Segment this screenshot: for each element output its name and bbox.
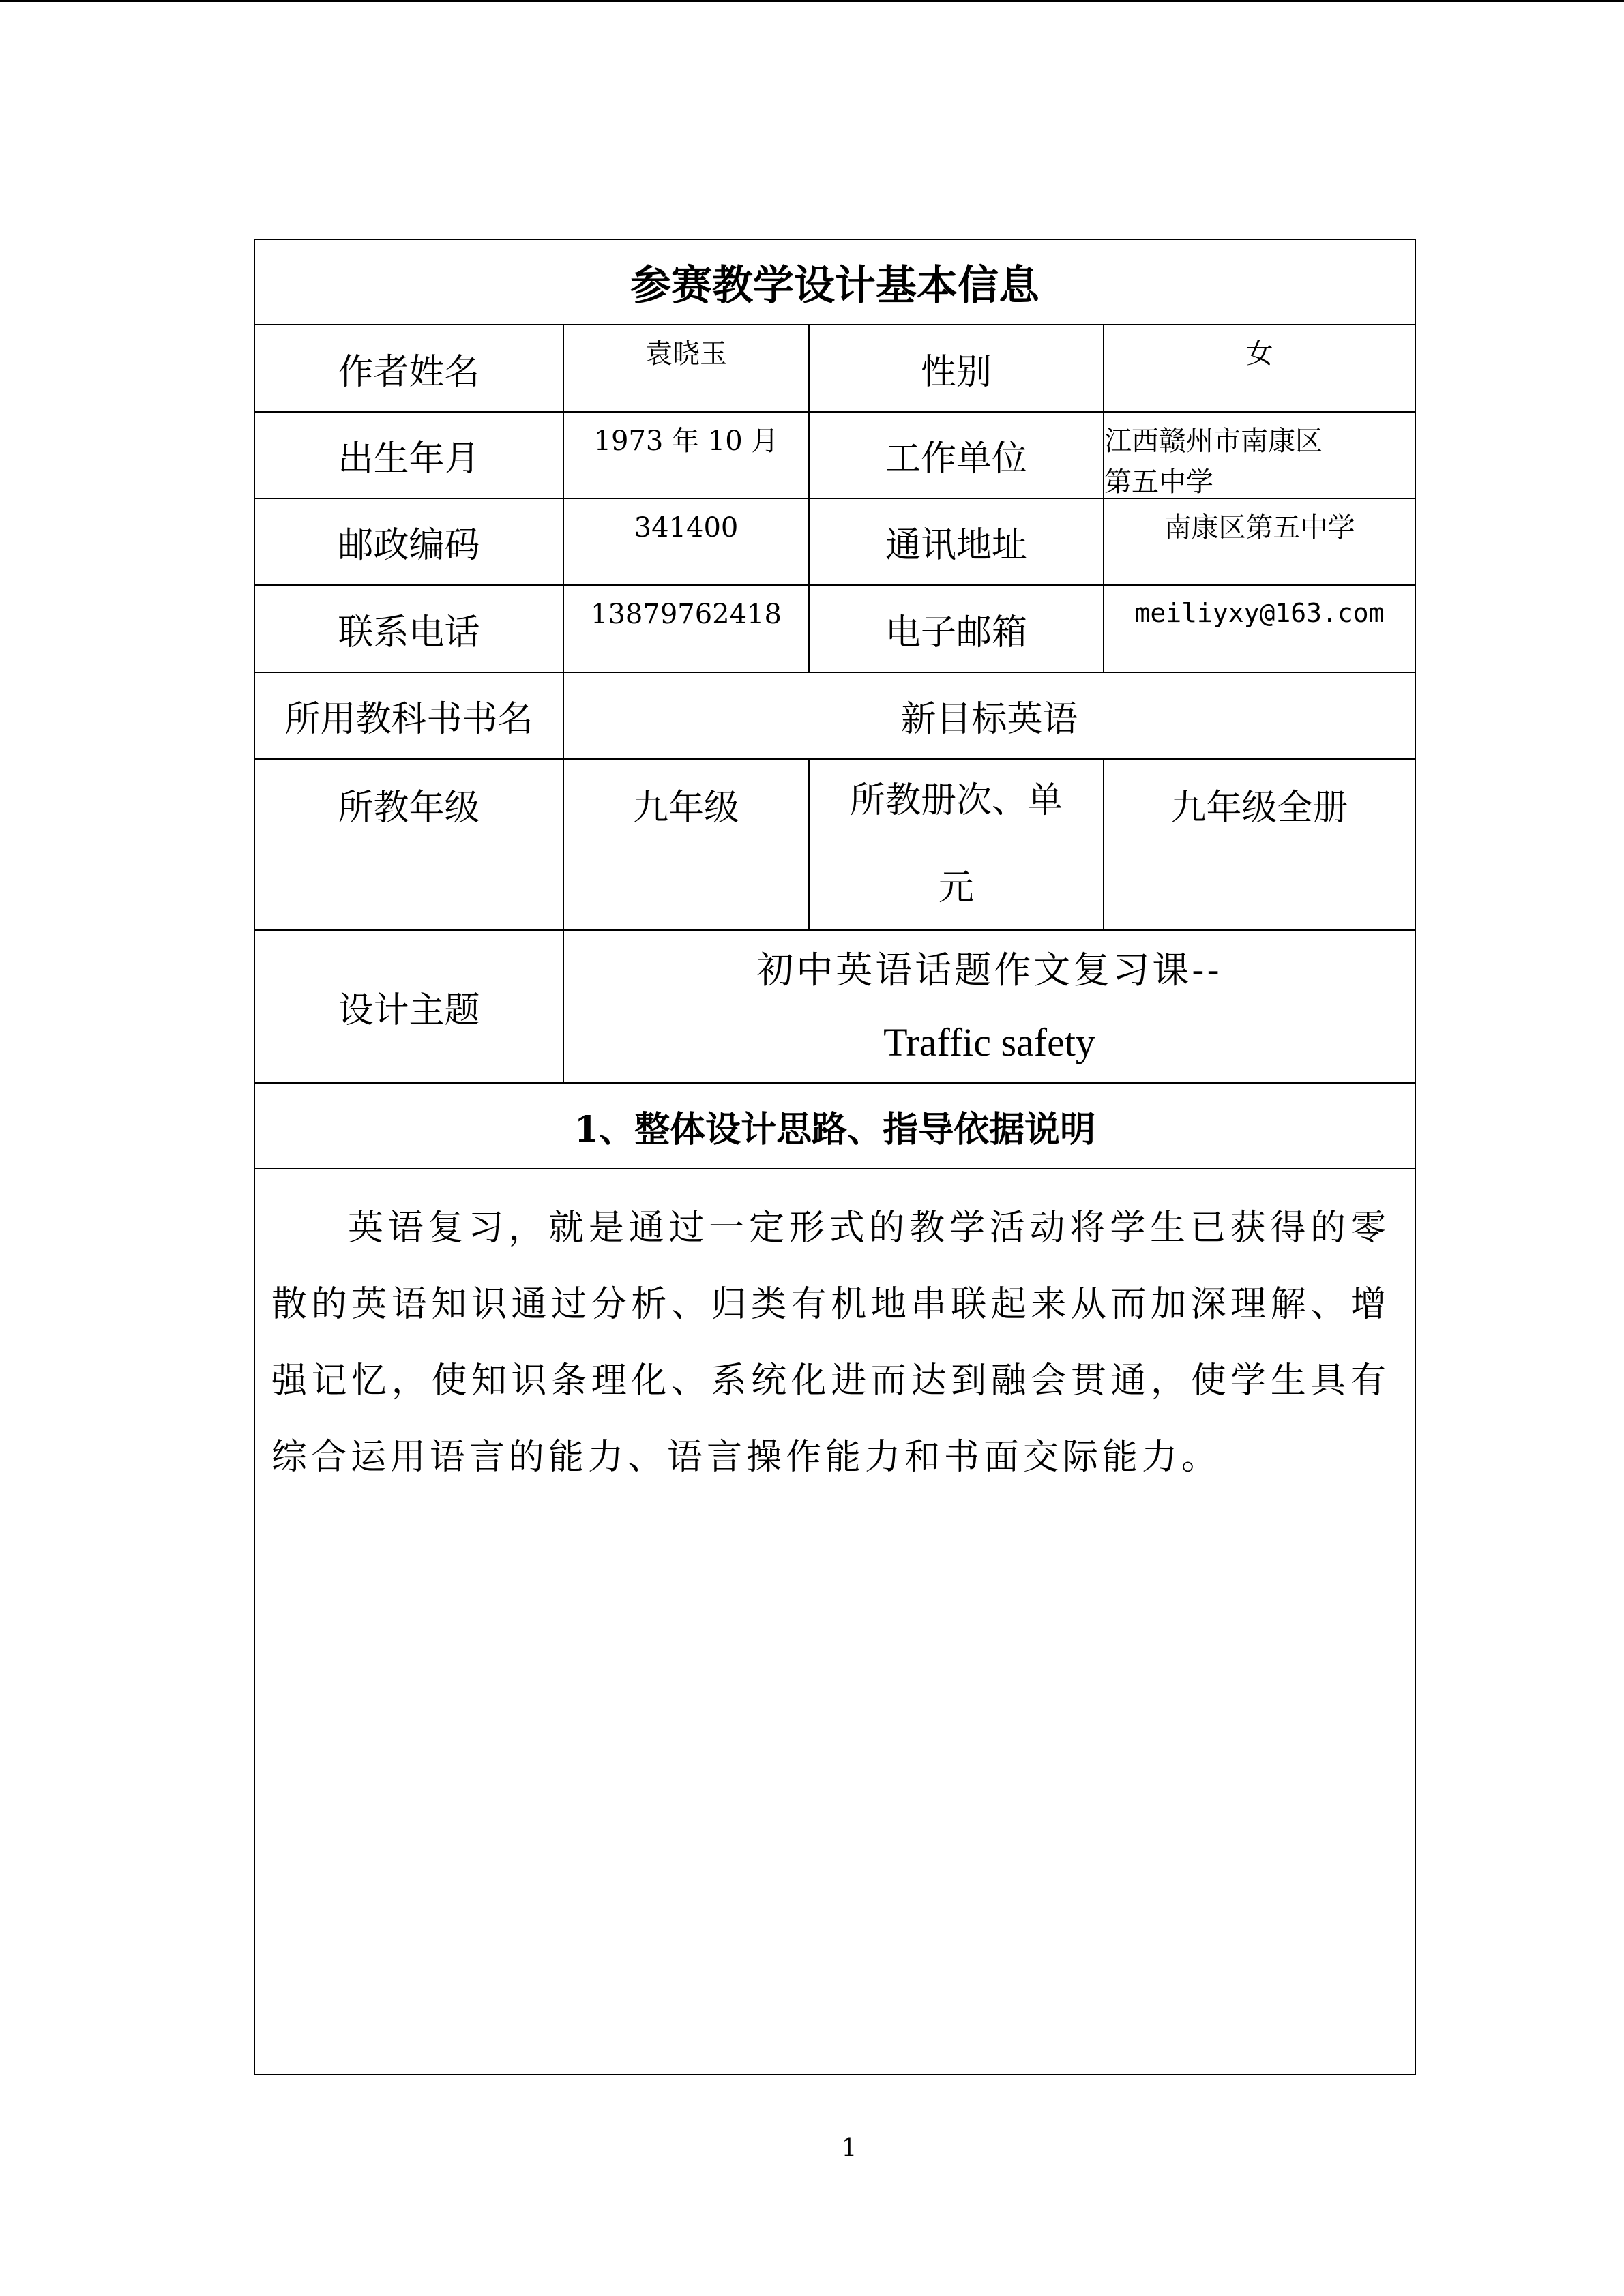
volume-label-line-2: 元 [938, 867, 974, 908]
birth-value: 1973 年 10 月 [593, 426, 779, 457]
address-value: 南康区第五中学 [1164, 512, 1355, 543]
author-label: 作者姓名 [338, 351, 480, 393]
author-value: 袁晓玉 [645, 338, 727, 370]
section-heading: 1、整体设计思路、指导依据说明 [574, 1108, 1096, 1150]
theme-value [564, 931, 1415, 1082]
page-number: 1 [841, 2134, 857, 2162]
phone-label: 联系电话 [338, 612, 480, 653]
email-label: 电子邮箱 [885, 612, 1027, 653]
postcode-label: 邮政编码 [338, 525, 480, 566]
gender-label: 性别 [920, 351, 992, 393]
theme-line-2: Traffic safety [883, 1020, 1095, 1064]
section-paragraph: 英语复习，就是通过一定形式的教学活动将学生已获得的零散的英语知识通过分析、归类有机地串联起来从而加深理解、增强记忆，使知识条理化、系统化进而达到融会贯通，使学生具有综合运用语言的能力、语言操作能力和书面交际能力。 [271, 1208, 1390, 1478]
phone-value: 13879762418 [591, 599, 782, 630]
textbook-label: 所用教科书书名 [284, 699, 533, 740]
top-border-line [0, 0, 1624, 2]
form-title: 参赛教学设计基本信息 [630, 261, 1039, 310]
row-divider [254, 1168, 1416, 1169]
gender-value: 女 [1245, 338, 1273, 370]
volume-label-line-1: 所教册次、单 [849, 780, 1063, 821]
volume-value: 九年级全册 [1170, 788, 1348, 829]
email-value: meiliyxy@163.com [1134, 598, 1385, 628]
address-label: 通讯地址 [885, 525, 1027, 566]
grade-value: 九年级 [632, 788, 739, 829]
workplace-line-2: 第五中学 [1104, 466, 1213, 498]
workplace-line-1: 江西赣州市南康区 [1104, 426, 1323, 457]
workplace-label: 工作单位 [885, 438, 1027, 479]
theme-label: 设计主题 [338, 989, 480, 1031]
grade-label: 所教年级 [338, 788, 480, 829]
workplace-value [1104, 413, 1415, 498]
textbook-value: 新目标英语 [900, 699, 1078, 740]
birth-label: 出生年月 [338, 438, 480, 479]
theme-line-1: 初中英语话题作文复习课-- [756, 949, 1222, 992]
postcode-value: 341400 [634, 512, 739, 543]
volume-label [810, 760, 1103, 929]
